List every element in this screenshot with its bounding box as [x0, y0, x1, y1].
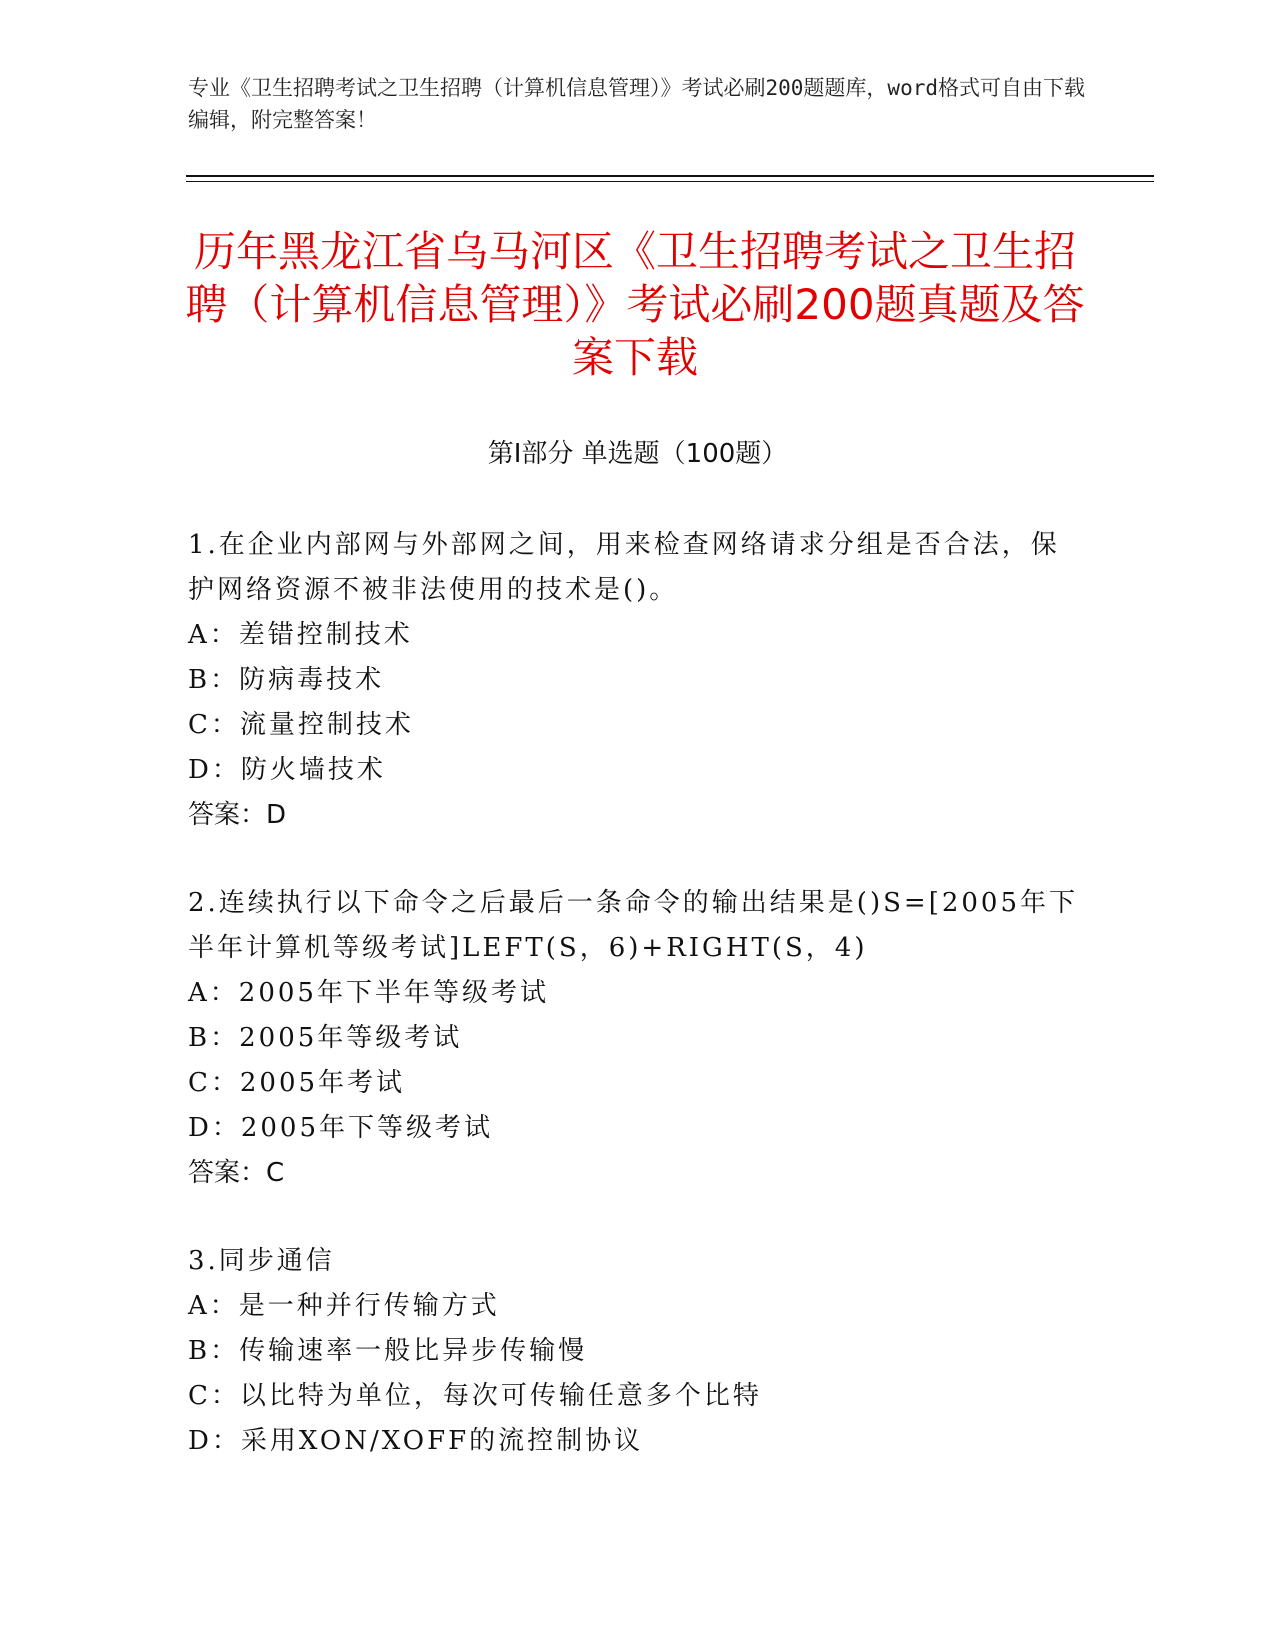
- answer: 答案：C: [188, 1158, 285, 1188]
- option-d: D：2005年下等级考试: [188, 1113, 494, 1143]
- question-stem: 3.同步通信: [188, 1246, 335, 1276]
- question-3: [188, 1239, 1088, 1464]
- option-c: C：2005年考试: [188, 1068, 406, 1098]
- question-2: [188, 881, 1088, 1196]
- option-b: B：传输速率一般比异步传输慢: [188, 1336, 588, 1366]
- question-stem: 1.在企业内部网与外部网之间，用来检查网络请求分组是否合法，保护网络资源不被非法使用的技术是()。: [188, 530, 1060, 605]
- option-a: A：差错控制技术: [188, 620, 413, 650]
- option-c: C：以比特为单位，每次可传输任意多个比特: [188, 1381, 762, 1411]
- header-divider-thick: [186, 175, 1154, 177]
- option-c: C：流量控制技术: [188, 710, 414, 740]
- option-a: A：是一种并行传输方式: [188, 1291, 500, 1321]
- option-d: D：防火墙技术: [188, 755, 386, 785]
- document-title: 历年黑龙江省乌马河区《卫生招聘考试之卫生招聘（计算机信息管理）》考试必刷200题真题及答案下载: [185, 227, 1085, 382]
- question-list: [188, 523, 1088, 1507]
- header-divider-thin: [186, 181, 1154, 182]
- section-heading: 第Ⅰ部分 单选题（100题）: [487, 439, 788, 469]
- option-d: D：采用XON/XOFF的流控制协议: [188, 1426, 644, 1456]
- option-b: B：2005年等级考试: [188, 1023, 463, 1053]
- question-1: [188, 523, 1088, 838]
- answer: 答案：D: [188, 800, 287, 830]
- option-a: A：2005年下半年等级考试: [188, 978, 549, 1008]
- header-note: 专业《卫生招聘考试之卫生招聘（计算机信息管理）》考试必刷200题题库，word格式可自由下载编辑，附完整答案！: [188, 76, 1085, 132]
- question-stem: 2.连续执行以下命令之后最后一条命令的输出结果是()S=[2005年下半年计算机等级考试]LEFT(S，6)+RIGHT(S，4): [188, 888, 1079, 963]
- option-b: B：防病毒技术: [188, 665, 385, 695]
